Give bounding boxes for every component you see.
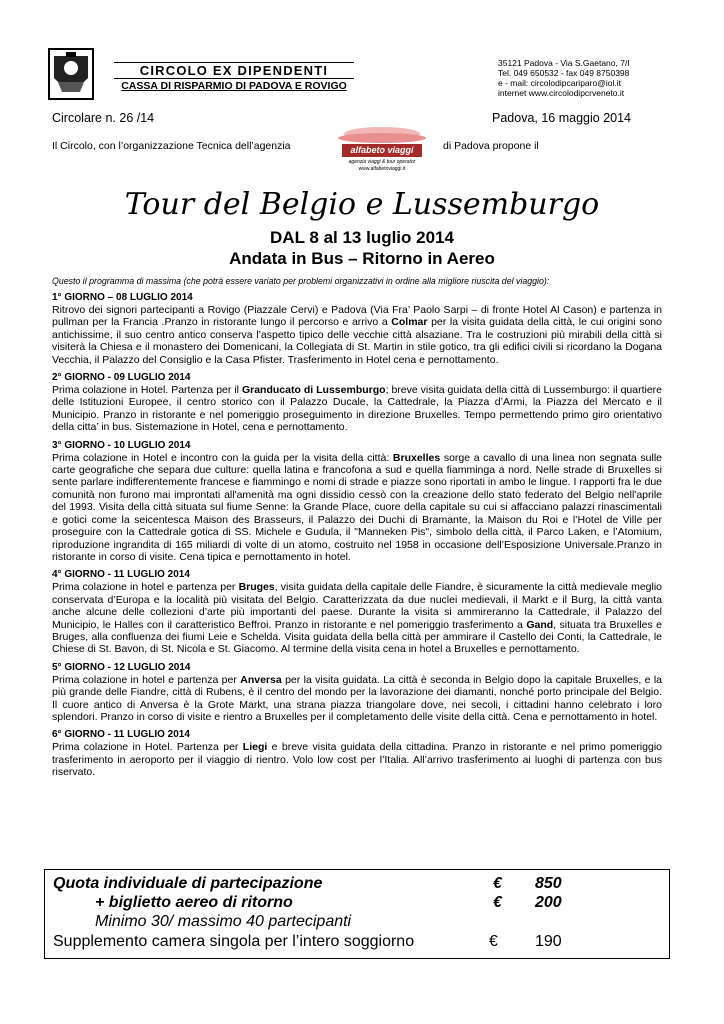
intro-text-start: Il Circolo, con l’organizzazione Tecnica dell’agenzia	[52, 140, 291, 152]
day-3	[52, 440, 662, 564]
day-text-part: Prima colazione in Hotel. Partenza per il	[52, 384, 242, 397]
contact-info	[498, 58, 630, 98]
day-text-part: e breve visita guidata della cittadina. Pranzo in ristorante e nel primo pomeriggio trasferimento in aeroporto per il viaggio di rientro. Volo low cost per l’Italia. All’arrivo trasferimento ai luoghi di partenza con bus riservato.	[52, 741, 662, 779]
org-title: CIRCOLO EX DIPENDENTI	[139, 63, 329, 78]
tour-dates: DAL 8 al 13 luglio 2014	[270, 228, 454, 247]
day-highlight: Granducato di Lussemburgo	[241, 384, 386, 397]
day-highlight: Bruges	[238, 581, 275, 594]
single-supplement-value: 190	[535, 933, 562, 950]
tour-transport: Andata in Bus – Ritorno in Aereo	[229, 249, 495, 268]
single-supplement-label: Supplemento camera singola per l’intero soggiorno	[53, 933, 415, 950]
day-title: 5° GIORNO - 12 LUGLIO 2014	[52, 661, 191, 673]
day-5	[52, 662, 662, 724]
day-highlight: Colmar	[391, 316, 428, 329]
agency-logo	[328, 122, 436, 178]
day-text	[52, 741, 662, 778]
agency-url: www.alfabetoviaggi.it	[358, 166, 406, 172]
pricing-box	[44, 869, 670, 959]
day-highlight: Anversa	[240, 673, 282, 686]
day-text-part: ; breve visita guidata della città di Lussemburgo: il quartiere delle Istituzioni Europee, il centro storico con il Palazzo Ducale, la Cattedrale, la Piazza d’Armi, la Piazza del Mercato e il Municipio. Pranzo in ristorante e nel pomeriggio proseguimento in direzione Bruxelles. Tempo permettendo primo giro orientativo della citta’ in bus. Sistemazione in Hotel, cena e pernottamento.	[52, 384, 663, 434]
quota-value: 850	[535, 875, 562, 892]
day-text-part: Ritrovo dei signori partecipanti a Rovigo (Piazzale Cervi) e Padova (Via Fra’ Paolo Sarpi – di fronte Hotel Al Cason) e partenza in pullman per la Francia .Pranzo in ristorante lungo il percorso e arrivo a	[52, 304, 662, 329]
participants-note: Minimo 30/ massimo 40 partecipanti	[95, 913, 352, 930]
day-6	[52, 729, 662, 778]
day-text	[52, 581, 662, 655]
day-text	[52, 452, 662, 564]
day-title: 4° GIORNO - 11 LUGLIO 2014	[52, 569, 190, 581]
day-text-part: , visita guidata della capitale delle Fiandre, è sicuramente la città medievale meglio conservata d’Europa e la località più visitata del Belgio. Caratterizzata da due nuclei medievali, il Markt e il Burg, la città vanta anche alcune delle collezioni d’arte più importanti del paese. Durante la visita si ammireranno la Cattedrale, il Palazzo del Municipio, le Halles con il caratteristico Beffroi. Pranzo in ristorante e nel pomeriggio trasferimento a	[52, 581, 662, 631]
day-title: 1° GIORNO – 08 LUGLIO 2014	[52, 292, 193, 303]
contact-website: internet www.circolodipcrveneto.it	[498, 88, 625, 98]
day-text-part: per la visita guidata. La città è seconda in Belgio dopo la capitale Bruxelles, e la più grande delle Fiandre, città di Rubens, è il centro del mondo per la lavorazione dei diamanti, nonché porto principale del Belgio. Il cuore antico di Anversa è la Grote Markt, una strana piazza triangolare dove, nei secoli, i cittadini hanno celebrato i loro splendori. Pranzo in corso di visite e rientro a Bruxelles per il completamento delle visite della città. Cena e pernottamento in hotel.	[52, 673, 662, 723]
itinerary	[52, 292, 662, 785]
day-text-part: sorge a cavallo di una linea non segnata sulle carte geografiche che separa due culture: quella latina e francofona a sud e quella fiamminga a nord. Nelle strade di Bruxelles si sente parlare indifferentemente francese e fiammingo e nomi di strade e piazze sono riportati in ambo le lingue. I rapporti fra le due comunità non furono mai improntati all'amenità ma ogni dissidio cessò con la creazione dello stato federato del Belgio nell'aprile del 1993. Visita della città situata sul fiume Senne: la Grande Place, cuore della capitale su cui si affacciano palazzi rinascimentali e gotici come la seicentesca Maison des Brasseurs, il Palazzo dei Duchi di Bramante, la Maison du Roi e l’Hotel de Ville per proseguire con la Cattedrale gotica di SS. Michele e Gudula, il "Manneken Pis", simbolo della città, il Parco Laken, e l’Atomium, riproduzione ingrandita di 165 miliardi di volte di un atomo, costruito nel 1958 in occasione dell’Esposizione Universale.Pranzo in ristorante in corso di visite. Cena tipica e pernottamento in hotel.	[52, 451, 662, 563]
quota-currency: €	[493, 875, 502, 892]
day-highlight: Liegi	[242, 741, 268, 754]
agency-tagline: agenzia viaggi & tour operator	[348, 159, 416, 165]
flight-currency: €	[493, 894, 502, 911]
crest-logo	[48, 48, 94, 100]
day-2	[52, 372, 662, 434]
org-subtitle: CASSA DI RISPARMIO DI PADOVA E ROVIGO	[121, 80, 347, 92]
contact-email: e - mail: circolodipcariparo@iol.it	[498, 78, 621, 88]
agency-name: alfabeto viaggi	[342, 144, 422, 157]
day-1	[52, 292, 662, 366]
contact-address: 35121 Padova - Via S.Gaetano, 7/I	[498, 58, 630, 68]
circular-number: Circolare n. 26 /14	[52, 111, 155, 125]
day-highlight: Gand	[526, 618, 554, 631]
day-4	[52, 569, 662, 655]
divider	[114, 78, 354, 79]
day-text-part: , situata tra Bruxelles e Bruges, alla confluenza dei fiumi Leie e Schelda. Visita guidata della bella città per ammirare il Castello dei Conti, la Cattedrale, le Chiese di St. Bavon, di St. Nicola e St. Giacomo. Al termine della visita cena in hotel a Bruxelles e pernottamento.	[52, 618, 662, 656]
intro-text-end: di Padova propone il	[443, 140, 539, 152]
quota-label: Quota individuale di partecipazione	[53, 875, 323, 892]
contact-phone: Tel. 049 650532 - fax 049 8750398	[498, 68, 630, 78]
place-date: Padova, 16 maggio 2014	[492, 111, 631, 125]
day-text-part: Prima colazione in hotel e partenza per	[52, 581, 239, 594]
flight-value: 200	[535, 894, 562, 911]
day-text-part: per la visita guidata della città, le cui origini sono antichissime, il suo centro antico conserva l’aspetto tipico delle vecchie città alsaziane. Tra le costruzioni più mirabili della città si visiterà la Chiesa e il monastero dei Domenicani, la Collegiata di St. Martin in stile gotico, tra gli edifici civili si ricordano la Dogana Vecchia, il Palazzo del Consiglio e la Casa Pfister. Trasferimento in Hotel cena e pernottamento.	[52, 316, 662, 366]
day-text	[52, 384, 662, 434]
single-supplement-currency: €	[489, 933, 498, 950]
day-title: 6° GIORNO - 11 LUGLIO 2014	[52, 729, 190, 741]
day-title: 2° GIORNO - 09 LUGLIO 2014	[52, 372, 191, 384]
day-text-part: Prima colazione in hotel e partenza per	[52, 673, 241, 686]
program-disclaimer: Questo il programma di massima (che potrà essere variato per problemi organizzativi in ordine alla migliore riuscita del viaggio):	[52, 276, 550, 286]
flight-label: + biglietto aereo di ritorno	[95, 894, 293, 911]
day-text-part: Prima colazione in Hotel. Partenza per	[52, 741, 243, 754]
organization-block	[114, 62, 354, 93]
day-text-part: Prima colazione in Hotel e incontro con la guida per la visita della città:	[52, 451, 393, 464]
day-text	[52, 304, 662, 366]
day-text	[52, 674, 662, 724]
day-title: 3° GIORNO - 10 LUGLIO 2014	[52, 439, 191, 451]
day-highlight: Bruxelles	[392, 451, 441, 464]
tour-title: Tour del Belgio e Lussemburgo	[124, 187, 600, 222]
